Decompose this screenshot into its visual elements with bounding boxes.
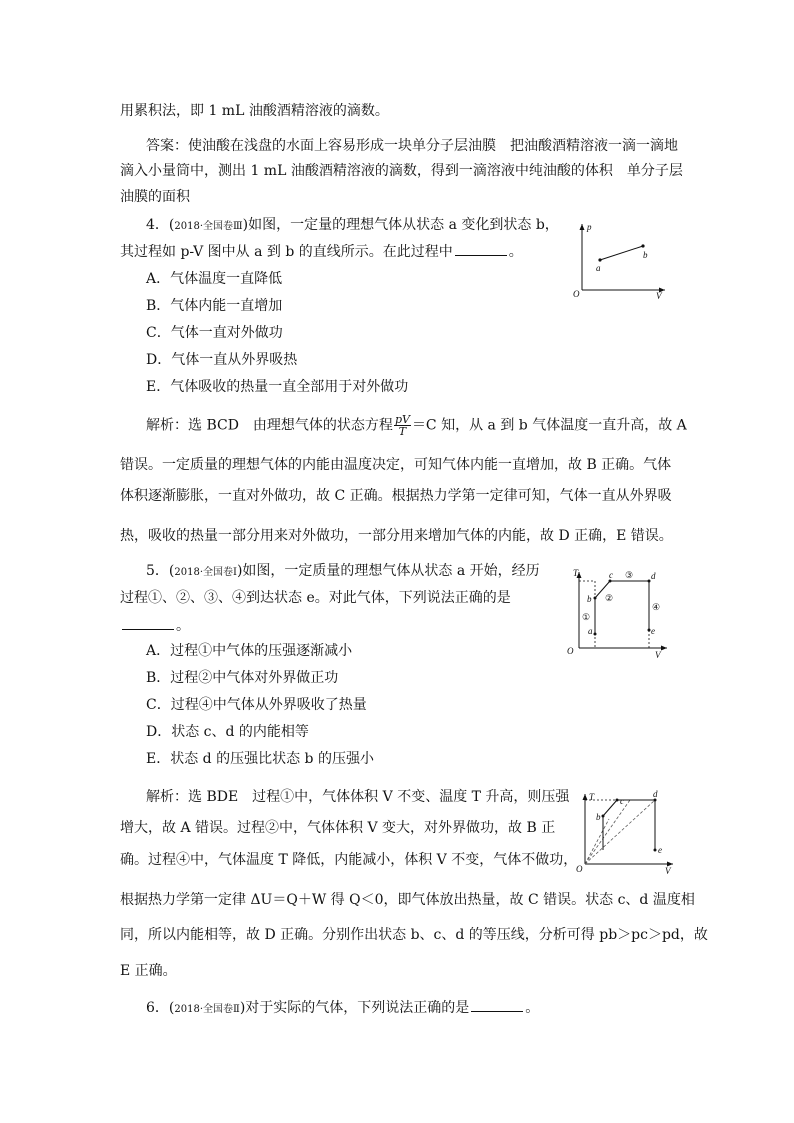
question-5-stem: 5．(2018·全国卷Ⅰ)如图，一定质量的理想气体从状态 a 开始，经历: [146, 563, 540, 579]
point-b: [641, 244, 644, 247]
p-label: p: [587, 222, 592, 232]
answer-blank: [122, 615, 174, 630]
svg-text:b: b: [587, 594, 592, 604]
process-2-label: ②: [605, 593, 614, 603]
option-d: D．状态 c、d 的内能相等: [146, 724, 309, 740]
question-5-stem-3: 。: [120, 615, 190, 636]
source-tag: 2018·全国卷Ⅲ: [174, 221, 243, 232]
option-c: C．过程④中气体从外界吸收了热量: [146, 697, 367, 713]
svg-text:b: b: [596, 812, 601, 822]
answer-blank: [455, 241, 507, 256]
text-line: 油膜的面积: [120, 189, 190, 205]
option-a: A．过程①中气体的压强逐渐减小: [146, 643, 353, 659]
label-b: b: [643, 250, 648, 260]
source-tag: 2018·全国卷Ⅱ: [174, 1004, 240, 1015]
answer-line: 答案：使油酸在浅盘的水面上容易形成一块单分子层油膜 把油酸酒精溶液一滴一滴地: [146, 138, 678, 154]
isobar-b: [585, 819, 609, 864]
text-line: 滴入小量筒中，测出 1 mL 油酸酒精溶液的滴数，得到一滴溶液中纯油酸的体积 单分子层: [120, 163, 683, 179]
option-b: B．过程②中气体对外界做正功: [146, 670, 339, 686]
svg-text:T: T: [589, 792, 595, 802]
option-e: E．状态 d 的压强比状态 b 的压强小: [146, 751, 374, 767]
svg-text:a: a: [588, 626, 593, 636]
svg-text:O: O: [576, 864, 583, 874]
svg-text:d: d: [653, 790, 658, 799]
source-tag: 2018·全国卷Ⅰ: [174, 567, 237, 578]
origin-label: O: [573, 289, 580, 299]
solution-5-line-4: 根据热力学第一定律 ΔU＝Q＋W 得 Q＜0，即气体放出热量，故 C 错误。状态 c、d 温度相: [120, 892, 695, 908]
svg-text:e: e: [651, 626, 655, 636]
svg-text:V: V: [665, 866, 671, 876]
isobar-c: [585, 800, 630, 864]
option-b: B．气体内能一直增加: [146, 298, 283, 314]
solution-5-line-1: 解析：选 BDE 过程①中，气体体积 V 不变、温度 T 升高，则压强: [146, 789, 570, 805]
svg-text:c: c: [609, 570, 613, 580]
svg-text:e: e: [658, 845, 662, 855]
option-c: C．气体一直对外做功: [146, 325, 283, 341]
solution-4-line-3: 体积逐渐膨胀，一直对外做功，故 C 正确。根据热力学第一定律可知，气体一直从外界吸: [120, 488, 672, 504]
process-3-label: ③: [625, 570, 634, 580]
fraction-pv-over-t: $\frac{pV}{T}$: [394, 413, 410, 438]
origin-label: O: [567, 646, 574, 656]
text-line: 用累积法，即 1 mL 油酸酒精溶液的滴数。: [120, 103, 389, 119]
t-label: T: [573, 568, 579, 578]
option-e: E．气体吸收的热量一直全部用于对外做功: [146, 379, 409, 395]
option-d: D．气体一直从外界吸热: [146, 352, 298, 368]
solution-5-line-3: 确。过程④中，气体温度 T 降低，内能减小，体积 V 不变，气体不做功，: [120, 852, 578, 868]
solution-4-line-1: 解析：选 BCD 由理想气体的状态方程 $\frac{pV}{T}$ ＝C 知，从 a 到 b 气体温度一直升高，故 A: [146, 413, 687, 438]
question-4-stem: 4．(2018·全国卷Ⅲ)如图，一定量的理想气体从状态 a 变化到状态 b，: [146, 217, 559, 233]
v-label: V: [655, 650, 661, 660]
svg-text:c: c: [620, 796, 624, 806]
point-a: [598, 258, 601, 261]
process-1-label: ①: [582, 612, 591, 622]
process-line: [600, 246, 643, 260]
answer-blank: [471, 997, 523, 1012]
question-4-stem-2: 其过程如 p-V 图中从 a 到 b 的直线所示。在此过程中 。: [120, 241, 523, 262]
tv-graph-figure: [565, 568, 675, 660]
label-a: a: [596, 263, 601, 273]
svg-text:d: d: [651, 571, 656, 581]
process-4-label: ④: [652, 602, 661, 612]
isobar-d: [585, 800, 655, 864]
solution-5-line-2: 增大，故 A 错误。过程②中，气体体积 V 变大，对外界做功，故 B 正: [120, 820, 556, 836]
isobar-graph-figure: [575, 790, 680, 876]
question-5-stem-2: 过程①、②、③、④到达状态 e。对此气体，下列说法正确的是: [120, 590, 511, 606]
pv-graph-figure: [570, 218, 670, 300]
option-a: A．气体温度一直降低: [146, 271, 283, 287]
solution-4-line-4: 热，吸收的热量一部分用来对外做功，一部分用来增加气体的内能，故 D 正确，E 错误。: [120, 528, 673, 544]
solution-4-line-2: 错误。一定质量的理想气体的内能由温度决定，可知气体内能一直增加，故 B 正确。气体: [120, 457, 672, 473]
solution-5-line-6: E 正确。: [120, 963, 177, 979]
question-6-stem: 6．(2018·全国卷Ⅱ)对于实际的气体，下列说法正确的是 。: [146, 997, 539, 1020]
v-label: V: [656, 291, 662, 300]
solution-5-line-5: 同，所以内能相等，故 D 正确。分别作出状态 b、c、d 的等压线，分析可得 pb＞pc＞pd，故: [120, 927, 708, 943]
